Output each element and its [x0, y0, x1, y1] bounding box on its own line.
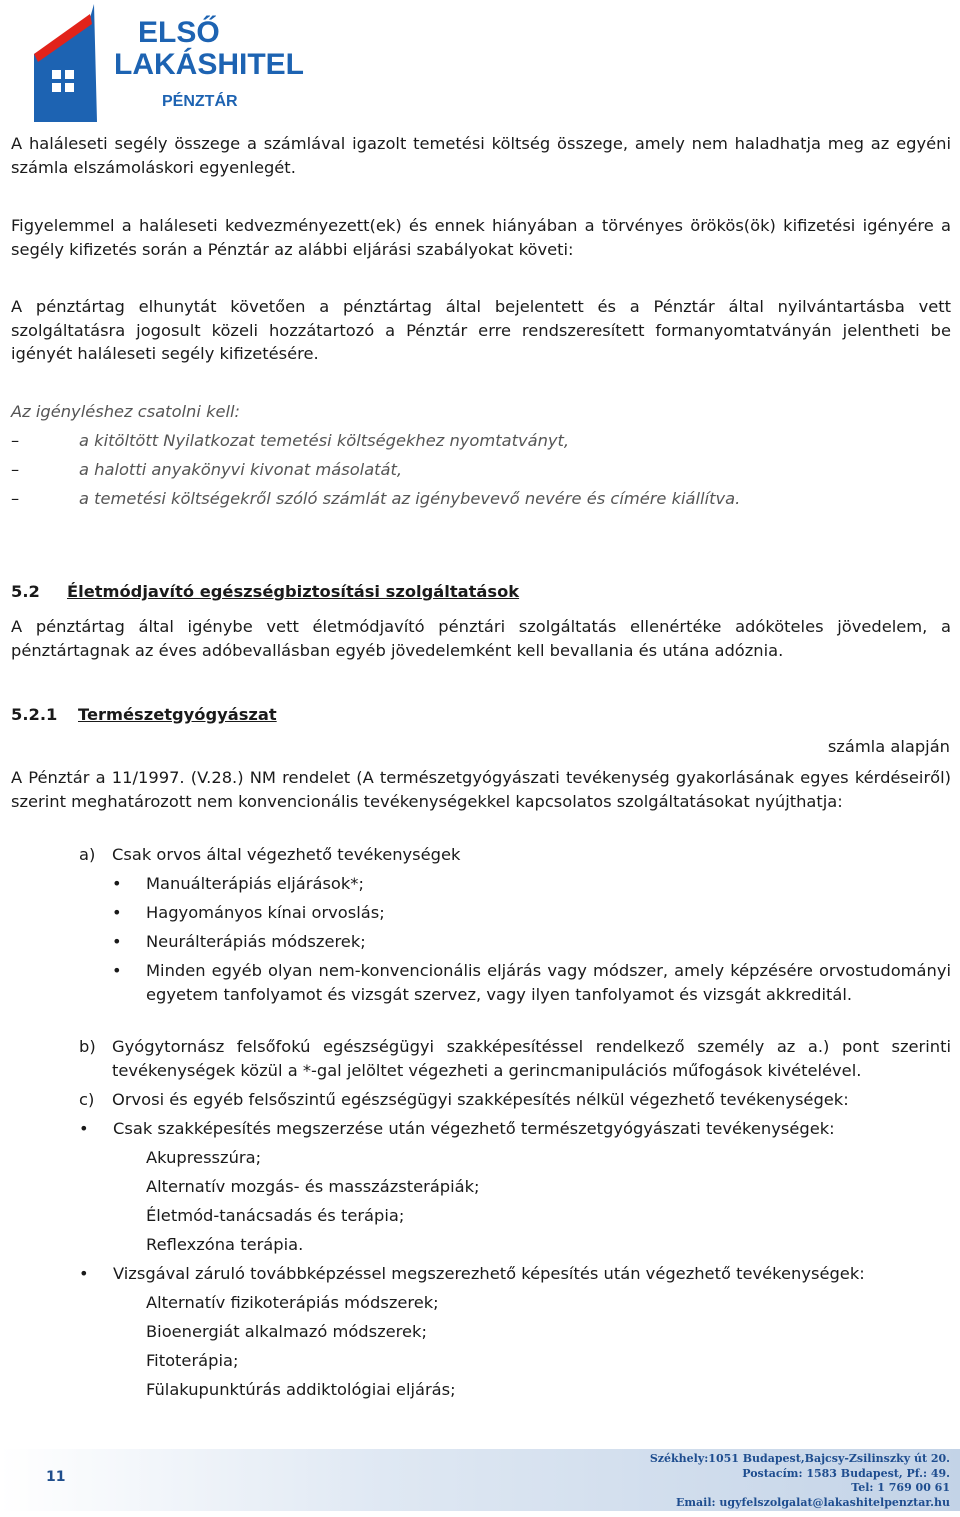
bullet-marker: • [112, 903, 122, 922]
company-logo [34, 4, 310, 122]
bullet-text: Manuálterápiás eljárások*; [146, 874, 364, 893]
bullet-marker: • [112, 932, 122, 951]
paragraph-payment-procedure: Figyelemmel a haláleseti kedvezményezett(ek) és ennek hiányában a törvényes örökös(ök) kifizetési igényére a segély kifizetés során a Pénztár az alábbi eljárási szabályokat követi: [11, 216, 951, 259]
bullet-text: Minden egyéb olyan nem-konvencionális eljárás vagy módszer, amely képzésére orvostudományi egyetem tanfolyamot és vizsgát szervez, vagy ilyen tanfolyamot és vizsgát akkreditál. [146, 961, 951, 1004]
section-5-2-body: A pénztártag által igénybe vett életmódjavító pénztári szolgáltatás ellenértéke adóköteles jövedelem, a pénztártagnak az éves adóbevallásban egyéb jövedelemként kell bevallania és utána adóznia. [11, 617, 951, 660]
attachment-text: a temetési költségekről szóló számlát az igénybevevő nevére és címére kiállítva. [79, 489, 741, 508]
sub-item: Életmód-tanácsadás és terápia; [146, 1206, 405, 1225]
billing-basis: számla alapján [827, 737, 950, 756]
list-marker: c) [79, 1090, 95, 1109]
paragraph-death-benefit-amount: A haláleseti segély összege a számlával igazolt temetési költség összege, amely nem haladhatja meg az egyéni számla elszámoláskori egyenlegét. [11, 134, 951, 177]
footer-address-line: Postacím: 1583 Budapest, Pf.: 49. [742, 1466, 950, 1480]
logo-text-2: LAKÁSHITEL [114, 48, 304, 81]
sub-item: Reflexzóna terápia. [146, 1235, 304, 1254]
list-item-text: Orvosi és egyéb felsőszintű egészségügyi szakképesítés nélkül végezhető tevékenységek: [112, 1090, 849, 1109]
section-title: Életmódjavító egészségbiztosítási szolgáltatások [67, 582, 520, 601]
logo-text-1: ELSŐ [138, 16, 220, 49]
attachments-intro: Az igényléshez csatolni kell: [11, 402, 241, 421]
dash-marker: – [11, 489, 20, 508]
logo-window [52, 83, 61, 92]
section-title: Természetgyógyászat [78, 705, 277, 724]
section-number: 5.2 [11, 582, 40, 601]
dash-marker: – [11, 431, 20, 450]
attachment-text: a halotti anyakönyvi kivonat másolatát, [79, 460, 403, 479]
page-footer [0, 1449, 960, 1511]
footer-address-line: Tel: 1 769 00 61 [851, 1481, 950, 1494]
dash-marker: – [11, 460, 20, 479]
list-marker: a) [79, 845, 96, 864]
sub-item: Alternatív fizikoterápiás módszerek; [146, 1293, 439, 1312]
bullet-marker: • [112, 961, 122, 980]
sub-item: Akupresszúra; [146, 1148, 262, 1167]
list-marker: b) [79, 1037, 96, 1056]
bullet-text: Hagyományos kínai orvoslás; [146, 903, 385, 922]
footer-address-line: Székhely:1051 Budapest,Bajcsy-Zsilinszky út 20. [649, 1452, 950, 1465]
bullet-text: Neurálterápiás módszerek; [146, 932, 366, 951]
bullet-marker: • [79, 1264, 89, 1283]
sub-item: Alternatív mozgás- és masszázsterápiák; [146, 1177, 480, 1196]
bullet-marker: • [112, 874, 122, 893]
logo-window [52, 70, 61, 79]
sub-item: Fülakupunktúrás addiktológiai eljárás; [146, 1380, 456, 1399]
section-heading-5-2-1 [11, 703, 277, 727]
bullet-marker: • [79, 1119, 89, 1138]
logo-window [65, 70, 74, 79]
footer-email: Email: ugyfelszolgalat@lakashitelpenztar.hu [676, 1495, 950, 1509]
attachment-text: a kitöltött Nyilatkozat temetési költségekhez nyomtatványt, [79, 431, 570, 450]
list-item-text: Gyógytornász felsőfokú egészségügyi szakképesítéssel rendelkező személy az a.) pont szerinti tevékenységek közül a *-gal jelöltet végezheti a gerincmanipulációs műfogások kivételével. [112, 1037, 951, 1080]
list-item-text: Csak orvos által végezhető tevékenységek [112, 845, 461, 864]
section-5-2-1-intro: A Pénztár a 11/1997. (V.28.) NM rendelet (A természetgyógyászati tevékenység gyakorlásának egyes kérdéseiről) szerint meghatározott nem konvencionális tevékenységekkel kapcsolatos szolgáltatásokat nyújthatja: [11, 768, 951, 811]
logo-text-3: PÉNZTÁR [162, 93, 238, 110]
logo-window [65, 83, 74, 92]
paragraph-claim-submission: A pénztártag elhunytát követően a pénztártag által bejelentett és a Pénztár által nyilvántartásba vett szolgáltatásra jogosult közeli hozzátartozó a Pénztár erre rendszeresített formanyomtatványán jelentheti be igényét haláleseti segély kifizetésére. [11, 297, 951, 363]
section-heading-5-2 [11, 580, 520, 604]
bullet-text: Vizsgával záruló továbbképzéssel megszerezhető képesítés után végezhető tevékenységek: [113, 1264, 865, 1283]
sub-item: Bioenergiát alkalmazó módszerek; [146, 1322, 427, 1341]
footer-address [650, 1452, 950, 1510]
sub-item: Fitoterápia; [146, 1351, 239, 1370]
page-number: 11 [46, 1469, 66, 1485]
bullet-text: Csak szakképesítés megszerzése után végezhető természetgyógyászati tevékenységek: [113, 1119, 835, 1138]
section-number: 5.2.1 [11, 705, 58, 724]
